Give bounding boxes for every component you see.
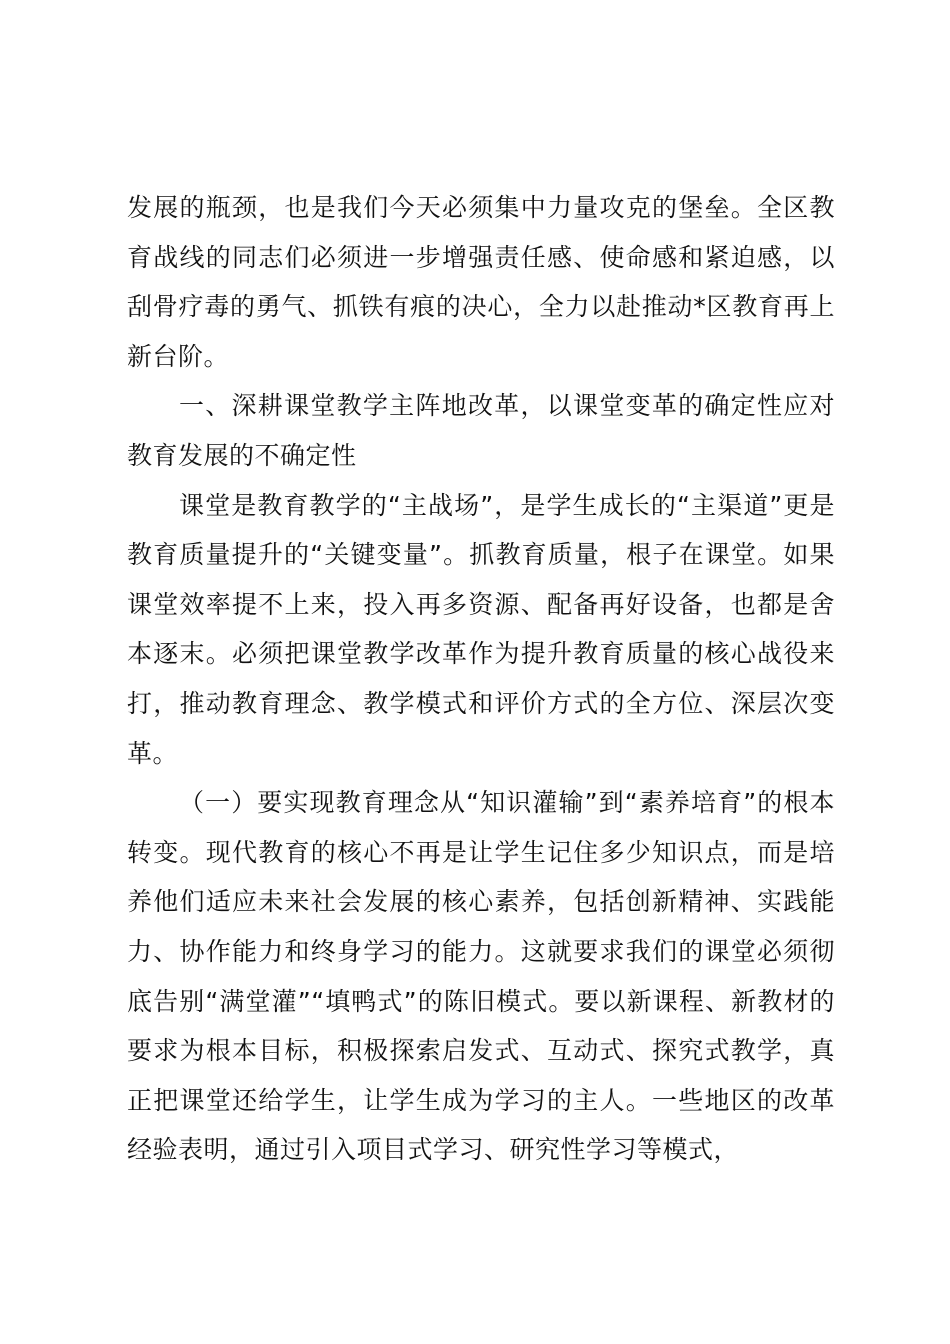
paragraph-subsection-one: （一）要实现教育理念从“知识灌输”到“素养培育”的根本转变。现代教育的核心不再是让学生记住多少知识点，而是培养他们适应未来社会发展的核心素养，包括创新精神、实践能力、协作能力和终身学习的能力。这就要求我们的课堂必须彻底告别“满堂灌”“填鸭式”的陈旧模式。要以新课程、新教材的要求为根本目标，积极探索启发式、互动式、探究式教学，真正把课堂还给学生，让学生成为学习的主人。一些地区的改革经验表明，通过引入项目式学习、研究性学习等模式， [127,788,835,1165]
paragraph-intro-continued: 发展的瓶颈，也是我们今天必须集中力量攻克的堡垒。全区教育战线的同志们必须进一步增强责任感、使命感和紧迫感，以刮骨疗毒的勇气、抓铁有痕的决心，全力以赴推动*区教育再上新台阶。 [127,193,835,371]
document-body [127,183,835,1175]
paragraph-classroom: 课堂是教育教学的“主战场”，是学生成长的“主渠道”更是教育质量提升的“关键变量”。抓教育质量，根子在课堂。如果课堂效率提不上来，投入再多资源、配备再好设备，也都是舍本逐末。必须把课堂教学改革作为提升教育质量的核心战役来打，推动教育理念、教学模式和评价方式的全方位、深层次变革。 [127,490,835,768]
section-heading-one: 一、深耕课堂教学主阵地改革，以课堂变革的确定性应对教育发展的不确定性 [127,391,835,470]
